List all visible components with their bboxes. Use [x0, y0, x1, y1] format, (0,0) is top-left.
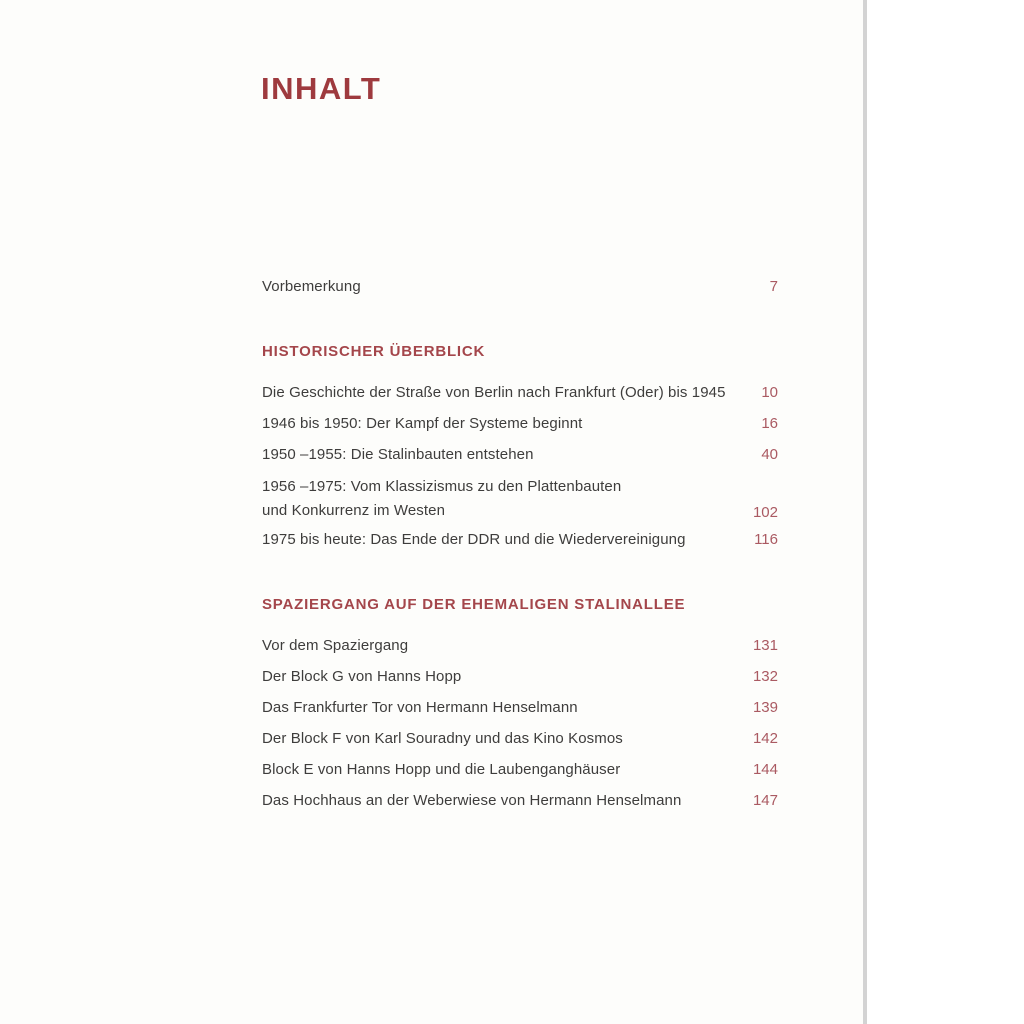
- toc-entry: [262, 444, 778, 465]
- toc-entry-page-number: 147: [752, 792, 778, 809]
- toc-entry: [262, 413, 778, 434]
- toc-entry-label: Block E von Hanns Hopp und die Laubenganghäuser: [262, 761, 621, 778]
- toc-entry-page-number: 144: [752, 761, 778, 778]
- toc-section: [262, 276, 778, 297]
- toc-entry: [262, 475, 778, 523]
- toc-entry-label: 1946 bis 1950: Der Kampf der Systeme beginnt: [262, 415, 583, 432]
- toc-section: [262, 594, 778, 811]
- toc-entry-page-number: 40: [761, 446, 778, 463]
- outer-background: [867, 0, 1024, 1024]
- toc-entry-label: Der Block F von Karl Souradny und das Kino Kosmos: [262, 730, 623, 747]
- toc-entry-label: Das Hochhaus an der Weberwiese von Hermann Henselmann: [262, 792, 682, 809]
- toc-entry: [262, 382, 778, 403]
- toc-entry-page-number: 142: [752, 730, 778, 747]
- toc-entry-page-number: 7: [769, 278, 778, 295]
- page-title: INHALT: [261, 71, 382, 106]
- toc-entry: [262, 666, 778, 687]
- toc-entry-label: 1975 bis heute: Das Ende der DDR und die Wiedervereinigung: [262, 531, 686, 548]
- toc-entry-page-number: 10: [761, 384, 778, 401]
- toc-entry: [262, 635, 778, 656]
- toc-entry-label: Vorbemerkung: [262, 278, 361, 295]
- toc-entry-page-number: 132: [752, 668, 778, 685]
- toc-entry-label: 1950 –1955: Die Stalinbauten entstehen: [262, 446, 534, 463]
- toc-entry-label: Das Frankfurter Tor von Hermann Henselmann: [262, 699, 578, 716]
- toc-section-heading: HISTORISCHER ÜBERBLICK: [262, 343, 486, 360]
- toc-entry: [262, 697, 778, 718]
- toc-entry-page-number: 16: [761, 415, 778, 432]
- toc-entry-label: Vor dem Spaziergang: [262, 637, 409, 654]
- toc-entry: [262, 790, 778, 811]
- toc-section-heading: SPAZIERGANG AUF DER EHEMALIGEN STALINALLEE: [262, 596, 686, 613]
- toc-entry-label: 1956 –1975: Vom Klassizismus zu den Plattenbauten und Konkurrenz im Westen: [262, 478, 622, 519]
- toc-entry-page-number: 116: [754, 531, 778, 548]
- toc: [262, 276, 778, 811]
- toc-entry: [262, 529, 778, 550]
- toc-entry: [262, 276, 778, 297]
- toc-entry-page-number: 131: [752, 637, 778, 654]
- toc-section: [262, 341, 778, 550]
- toc-entry-label: Die Geschichte der Straße von Berlin nach Frankfurt (Oder) bis 1945: [262, 384, 726, 401]
- toc-entry-page-number: 102: [752, 504, 778, 521]
- toc-entry: [262, 759, 778, 780]
- toc-entry-page-number: 139: [752, 699, 778, 716]
- toc-entry: [262, 728, 778, 749]
- toc-entry-label: Der Block G von Hanns Hopp: [262, 668, 462, 685]
